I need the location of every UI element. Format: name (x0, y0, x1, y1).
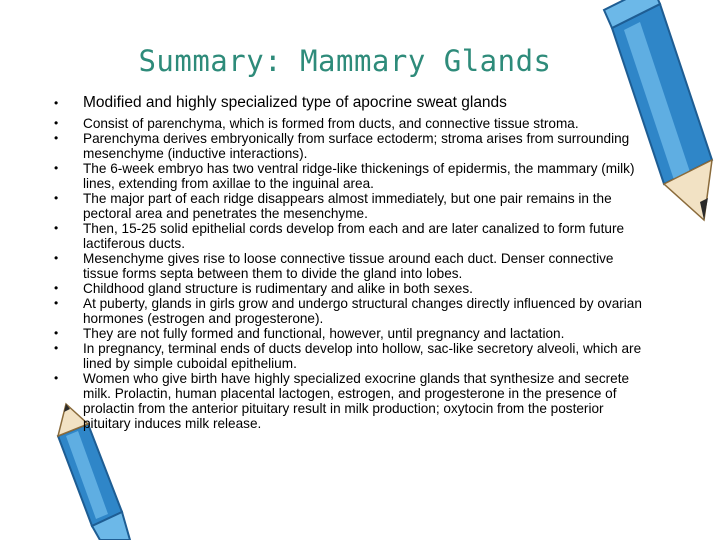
bullet-text: Mesenchyme gives rise to loose connective tissue around each duct. Denser connective tissue forms septa between them to divide the gland into lobes. (83, 251, 614, 281)
bullet-text: At puberty, glands in girls grow and undergo structural changes directly influenced by ovarian hormones (estrogen and progesterone). (83, 296, 642, 326)
bullet-text: Parenchyma derives embryonically from surface ectoderm; stroma arises from surrounding mesenchyme (inductive interactions). (83, 131, 630, 161)
bullet-text: The 6-week embryo has two ventral ridge-like thickenings of epidermis, the mammary (milk) lines, extending from axillae to the inguinal area. (83, 161, 635, 191)
bullet-item (52, 296, 652, 326)
bullet-glyph: • (54, 221, 59, 235)
bullet-item (52, 191, 652, 221)
bullet-glyph: • (54, 371, 59, 385)
bullet-text: The major part of each ridge disappears almost immediately, but one pair remains in the pectoral area and penetrates the mesenchyme. (83, 191, 612, 221)
bullet-list (52, 94, 652, 431)
bullet-glyph: • (54, 116, 59, 130)
bullet-item (52, 341, 652, 371)
bullet-glyph: • (54, 251, 59, 265)
bullet-item (52, 251, 652, 281)
bullet-text: Childhood gland structure is rudimentary and alike in both sexes. (83, 281, 473, 296)
bullet-glyph: • (54, 96, 59, 110)
bullet-item (52, 281, 652, 296)
bullet-item (52, 94, 652, 112)
bullet-text: In pregnancy, terminal ends of ducts develop into hollow, sac-like secretory alveoli, which are lined by simple cuboidal epithelium. (83, 341, 642, 371)
bullet-item (52, 131, 652, 161)
bullet-text: Then, 15-25 solid epithelial cords develop from each and are later canalized to form future lactiferous ducts. (83, 221, 625, 251)
bullet-text: Consist of parenchyma, which is formed from ducts, and connective tissue stroma. (83, 116, 579, 131)
bullet-glyph: • (54, 296, 59, 310)
slide-title: Summary: Mammary Glands (138, 44, 552, 78)
bullet-glyph: • (54, 341, 59, 355)
bullet-item (52, 116, 652, 131)
bullet-glyph: • (54, 281, 59, 295)
bullet-item (52, 326, 652, 341)
bullet-glyph: • (54, 161, 59, 175)
bullet-item (52, 221, 652, 251)
bullet-glyph: • (54, 131, 59, 145)
bullet-item (52, 371, 652, 431)
bullet-glyph: • (54, 326, 59, 340)
bullet-text: They are not fully formed and functional, however, until pregnancy and lactation. (83, 326, 565, 341)
bullet-text: Modified and highly specialized type of apocrine sweat glands (83, 94, 507, 111)
bullet-text: Women who give birth have highly specialized exocrine glands that synthesize and secrete milk. Prolactin, human placental lactogen, estrogen, and progesterone in the presence of prolactin from the anterior pituitary result in milk production; oxytocin from the posterior pituitary induces milk release. (83, 371, 630, 431)
bullet-item (52, 161, 652, 191)
bullet-glyph: • (54, 191, 59, 205)
